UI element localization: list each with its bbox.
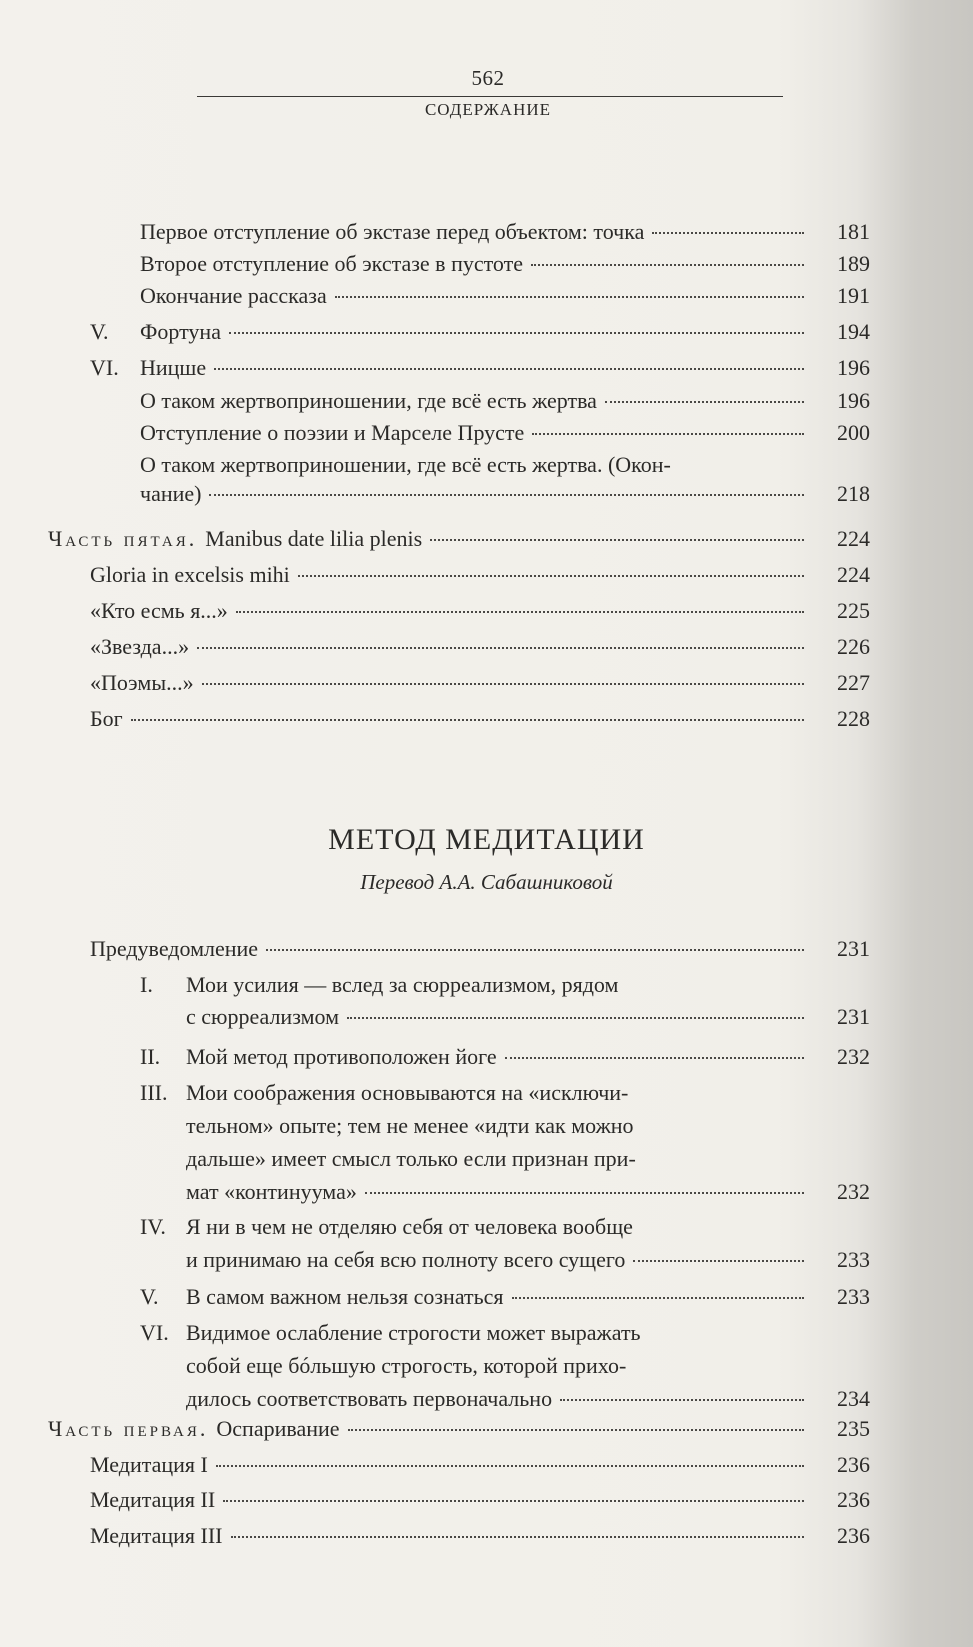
toc-entry-text: с сюрреализмом: [186, 1004, 340, 1029]
toc-entry-text-line: тельном» опыте; тем не менее «идти как можно: [186, 1113, 634, 1138]
toc-entry-text-line: О таком жертвоприношении, где всё есть жертва. (Окон-: [140, 452, 671, 477]
toc-entry: [140, 1040, 870, 1073]
toc-part-entry: [48, 1412, 870, 1445]
leader-dots: [348, 1429, 804, 1431]
leader-dots: [347, 1017, 804, 1019]
toc-entry-text-line: Мои соображения основываются на «исключи-: [186, 1080, 629, 1105]
part-prefix: Часть пятая.: [48, 526, 198, 551]
toc-part-entry: [48, 522, 870, 555]
toc-entry-text: Медитация III: [90, 1523, 223, 1548]
toc-page-number: 236: [837, 1523, 870, 1548]
running-title: СОДЕРЖАНИЕ: [424, 100, 552, 119]
toc-entry-multiline: [140, 1076, 870, 1208]
toc-entry-text-line: собой еще бóльшую строгость, которой прихо-: [186, 1353, 627, 1378]
section-title: МЕТОД МЕДИТАЦИИ: [328, 823, 645, 856]
leader-dots: [231, 1536, 804, 1538]
toc-entry: [90, 1519, 870, 1552]
chapter-number: II.: [140, 1044, 161, 1069]
toc-entry: [140, 279, 870, 312]
toc-entry-text: мат «континуума»: [186, 1179, 357, 1204]
toc-page-number: 231: [837, 936, 870, 961]
leader-dots: [532, 433, 804, 435]
leader-dots: [197, 647, 804, 649]
toc-entry-text: Ницше: [140, 355, 207, 380]
toc-page-number: 228: [837, 706, 870, 731]
toc-page-number: 227: [837, 670, 870, 695]
chapter-number: I.: [140, 972, 153, 997]
toc-page-number: 224: [837, 526, 870, 551]
toc-entry: [140, 1280, 870, 1313]
toc-entry: [90, 630, 870, 663]
leader-dots: [560, 1399, 804, 1401]
toc-entry-text: Фортуна: [140, 319, 221, 344]
toc-page-number: 196: [837, 388, 870, 413]
toc-entry-text-line: Я ни в чем не отделяю себя от человека вообще: [186, 1214, 633, 1239]
toc-page-number: 218: [837, 481, 870, 506]
toc-entry-text: Окончание рассказа: [140, 283, 327, 308]
toc-entry: [90, 558, 870, 591]
chapter-number: V.: [140, 1284, 159, 1309]
toc-page-number: 233: [837, 1247, 870, 1272]
toc-page-number: 232: [837, 1179, 870, 1204]
toc-entry-text: и принимаю на себя всю полноту всего сущего: [186, 1247, 626, 1272]
toc-entry-text: Бог: [90, 706, 123, 731]
toc-entry-text: Второе отступление об экстазе в пустоте: [140, 251, 524, 276]
chapter-number: III.: [140, 1080, 168, 1105]
leader-dots: [236, 611, 804, 613]
toc-entry-multiline: [140, 1210, 870, 1276]
toc-entry-text: О таком жертвоприношении, где всё есть жертва: [140, 388, 597, 413]
toc-page-number: 236: [837, 1487, 870, 1512]
toc-page-number: 224: [837, 562, 870, 587]
toc-entry-text-line: Мои усилия — вслед за сюрреализмом, рядом: [186, 972, 619, 997]
toc-entry-text: «Поэмы...»: [90, 670, 194, 695]
toc-entry: [90, 594, 870, 627]
chapter-number: VI.: [140, 1320, 169, 1345]
page-number: 562: [471, 66, 505, 90]
toc-entry: [90, 932, 870, 965]
leader-dots: [229, 332, 804, 334]
toc-entry: [140, 416, 870, 449]
toc-entry-text: дилось соответствовать первоначально: [186, 1386, 553, 1411]
leader-dots: [365, 1192, 804, 1194]
leader-dots: [266, 949, 804, 951]
toc-page-number: 196: [837, 355, 870, 380]
chapter-number: V.: [90, 319, 109, 344]
toc-entry-text: Предуведомление: [90, 936, 259, 961]
toc-entry: [140, 215, 870, 248]
leader-dots: [633, 1260, 804, 1262]
toc-page-number: 231: [837, 1004, 870, 1029]
toc-page-number: 226: [837, 634, 870, 659]
toc-page-number: 225: [837, 598, 870, 623]
toc-entry-text: Медитация II: [90, 1487, 216, 1512]
leader-dots: [298, 575, 804, 577]
leader-dots: [223, 1500, 804, 1502]
section-translator: Перевод А.А. Сабашниковой: [360, 870, 613, 894]
toc-entry-text-line: дальше» имеет смысл только если признан при-: [186, 1146, 636, 1171]
toc-page-number: 181: [837, 219, 870, 244]
toc-entry: [90, 1448, 870, 1481]
chapter-number: IV.: [140, 1214, 166, 1239]
header-rule: [197, 96, 783, 97]
toc-entry-text: В самом важном нельзя сознаться: [186, 1284, 504, 1309]
leader-dots: [430, 539, 804, 541]
toc-entry-multiline: [140, 1316, 870, 1415]
toc-page-number: 235: [837, 1416, 870, 1441]
leader-dots: [335, 296, 804, 298]
toc-entry-text: «Кто есмь я...»: [90, 598, 228, 623]
leader-dots: [531, 264, 804, 266]
toc-entry: [90, 351, 870, 384]
toc-page-number: 233: [837, 1284, 870, 1309]
toc-page-number: 194: [837, 319, 870, 344]
toc-entry-text: чание): [140, 481, 202, 506]
toc-entry-text: Первое отступление об экстазе перед объектом: точка: [140, 219, 645, 244]
toc-entry: [90, 315, 870, 348]
toc-entry-text-line: Видимое ослабление строгости может выражать: [186, 1320, 641, 1345]
toc-entry: [90, 1483, 870, 1516]
toc-entry-text: Оспаривание: [216, 1416, 340, 1441]
chapter-number: VI.: [90, 355, 119, 380]
leader-dots: [131, 719, 804, 721]
toc-entry: [90, 702, 870, 735]
toc-page-number: 189: [837, 251, 870, 276]
leader-dots: [214, 368, 804, 370]
toc-entry: [140, 247, 870, 280]
toc-page-number: 191: [837, 283, 870, 308]
toc-page-number: 200: [837, 420, 870, 445]
leader-dots: [202, 683, 804, 685]
toc-entry-multiline: [140, 968, 870, 1033]
toc-page-number: 234: [837, 1386, 870, 1411]
toc-entry-text: «Звезда...»: [90, 634, 190, 659]
leader-dots: [605, 401, 804, 403]
leader-dots: [652, 232, 804, 234]
toc-entry-text: Manibus date lilia plenis: [205, 526, 423, 551]
toc-page-number: 236: [837, 1452, 870, 1477]
leader-dots: [512, 1297, 804, 1299]
toc-entry-text: Отступление о поэзии и Марселе Прусте: [140, 420, 525, 445]
toc-entry-multiline: [140, 448, 870, 510]
toc-entry: [140, 384, 870, 417]
toc-page-number: 232: [837, 1044, 870, 1069]
part-prefix: Часть первая.: [48, 1416, 209, 1441]
toc-entry-text: Медитация I: [90, 1452, 208, 1477]
toc-entry: [90, 666, 870, 699]
toc-entry-text: Gloria in excelsis mihi: [90, 562, 290, 587]
leader-dots: [505, 1057, 804, 1059]
leader-dots: [209, 494, 804, 496]
leader-dots: [216, 1465, 804, 1467]
toc-entry-text: Мой метод противоположен йоге: [186, 1044, 497, 1069]
